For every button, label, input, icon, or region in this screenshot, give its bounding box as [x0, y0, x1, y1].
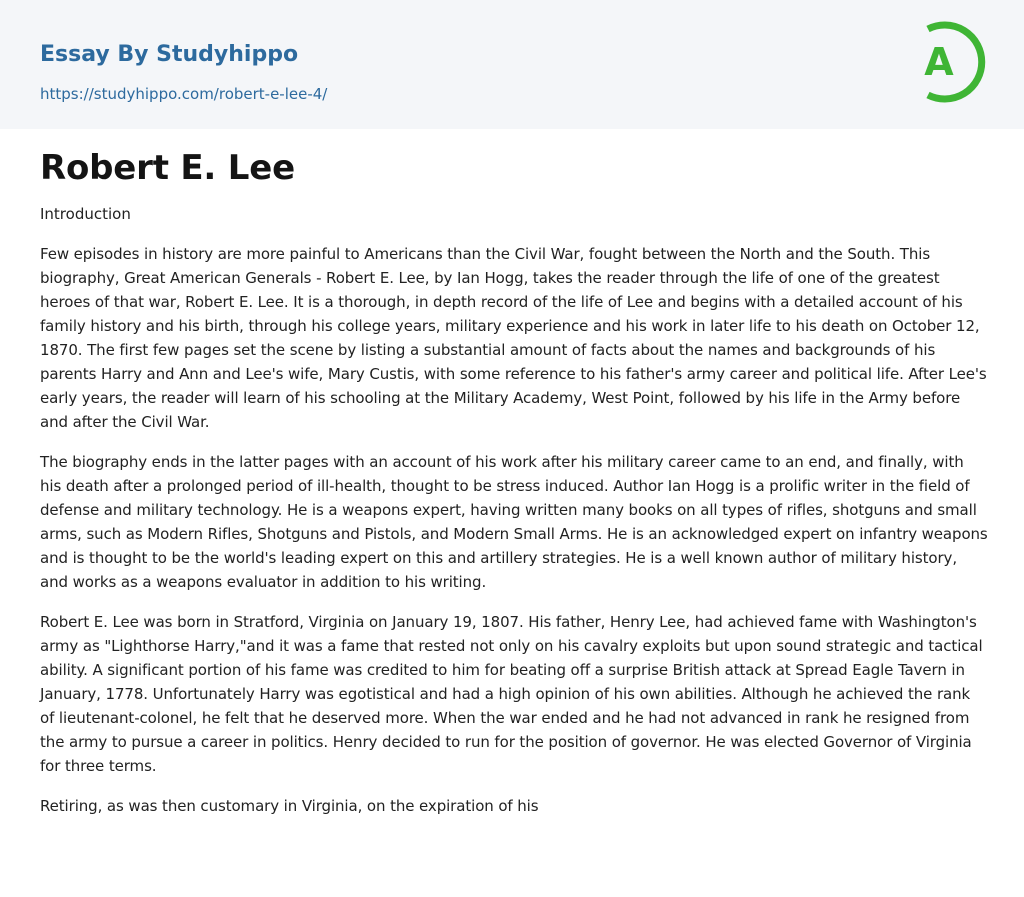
site-header: [0, 0, 1024, 129]
intro-label: Introduction: [40, 205, 131, 223]
source-url-link[interactable]: https://studyhippo.com/robert-e-lee-4/: [40, 85, 328, 103]
site-title[interactable]: Essay By Studyhippo: [40, 42, 299, 67]
logo-letter: A: [924, 40, 954, 84]
paragraph: Retiring, as was then customary in Virginia, on the expiration of his: [40, 797, 539, 815]
article: [40, 146, 988, 818]
paragraph: Robert E. Lee was born in Stratford, Virginia on January 19, 1807. His father, Henry Lee, had achieved fame with Washington's army as "Lighthorse Harry,"and it was a fame that rested not only on his cavalry exploits but upon sound strategic and tactical ability. A significant portion of his fame was credited to him for beating off a surprise British attack at Spread Eagle Tavern in January, 1778. Unfortunately Harry was egotistical and had a high opinion of his own abilities. Although he achieved the rank of lieutenant-colonel, he felt that he deserved more. When the war ended and he had not advanced in rank he resigned from the army to pursue a career in politics. Henry decided to run for the position of governor. He was elected Governor of Virginia for three terms.: [40, 613, 983, 775]
studyhippo-logo-icon[interactable]: [912, 19, 986, 105]
paragraph: The biography ends in the latter pages with an account of his work after his military career came to an end, and finally, with his death after a prolonged period of ill-health, thought to be stress induced. Author Ian Hogg is a prolific writer in the field of defense and military technology. He is a weapons expert, having written many books on all types of rifles, shotguns and small arms, such as Modern Rifles, Shotguns and Pistols, and Modern Small Arms. He is an acknowledged expert on infantry weapons and is thought to be the world's leading expert on this and artillery strategies. He is a well known author of military history, and works as a weapons evaluator in addition to his writing.: [40, 453, 988, 591]
paragraph: Few episodes in history are more painful to Americans than the Civil War, fought between the North and the South. This biography, Great American Generals - Robert E. Lee, by Ian Hogg, takes the reader through the life of one of the greatest heroes of that war, Robert E. Lee. It is a thorough, in depth record of the life of Lee and begins with a detailed account of his family history and his birth, through his college years, military experience and his work in later life to his death on October 12, 1870. The first few pages set the scene by listing a substantial amount of facts about the names and backgrounds of his parents Harry and Ann and Lee's wife, Mary Custis, with some reference to his father's army career and political life. After Lee's early years, the reader will learn of his schooling at the Military Academy, West Point, followed by his life in the Army before and after the Civil War.: [40, 245, 987, 431]
page-title: Robert E. Lee: [40, 148, 295, 188]
